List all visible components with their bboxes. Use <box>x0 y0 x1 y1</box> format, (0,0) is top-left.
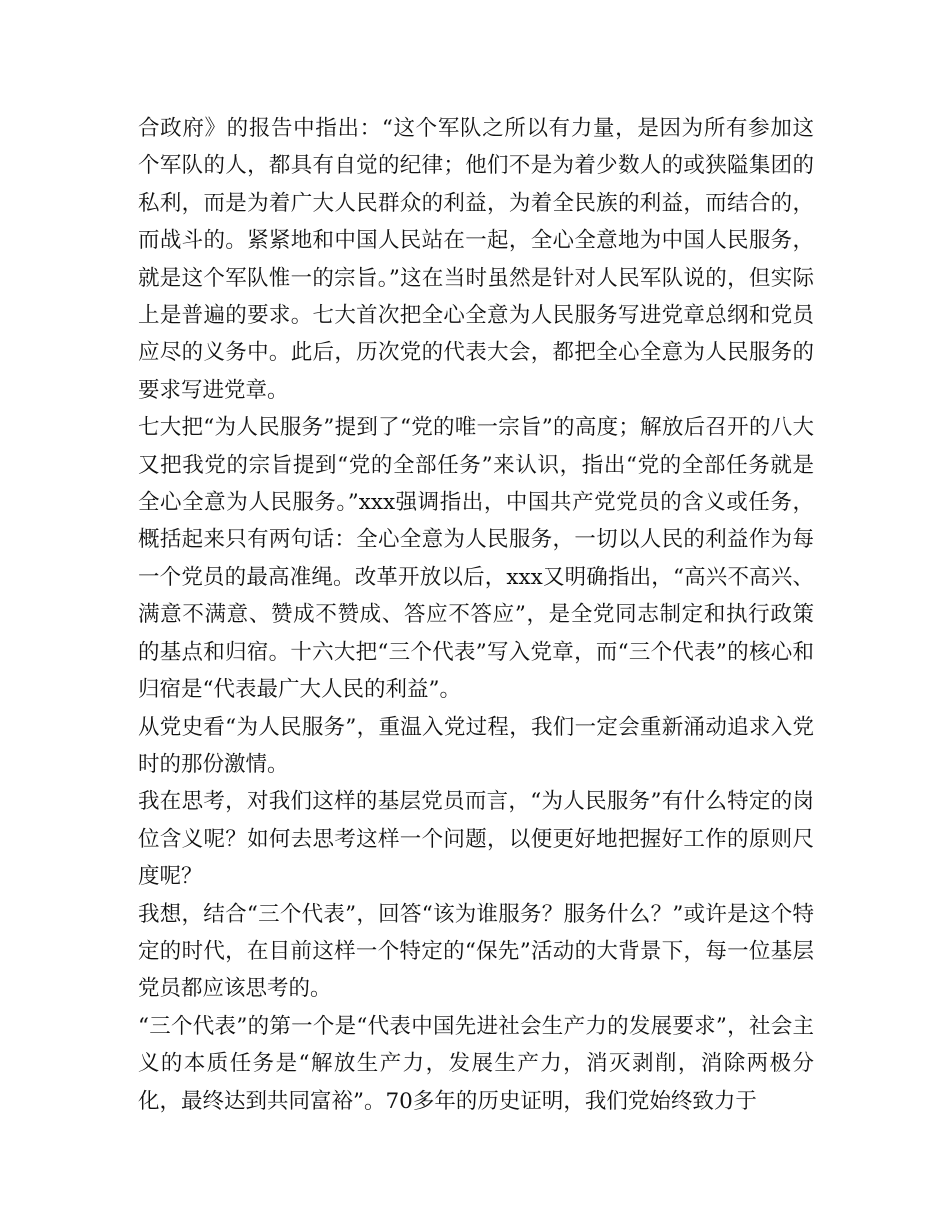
paragraph-2: 七大把“为人民服务”提到了“党的唯一宗旨”的高度；解放后召开的八大又把我党的宗旨提到“党的全部任务”来认识，指出“党的全部任务就是全心全意为人民服务。”xxx强调指出，中国共产党党员的含义或任务，概括起来只有两句话：全心全意为人民服务，一切以人民的利益作为每一个党员的最高准绳。改革开放以后，xxx又明确指出，“高兴不高兴、满意不满意、赞成不赞成、答应不答应”，是全党同志制定和执行政策的基点和归宿。十六大把“三个代表”写入党章，而“三个代表”的核心和归宿是“代表最广大人民的利益”。 <box>138 415 814 703</box>
paragraph-1: 合政府》的报告中指出：“这个军队之所以有力量，是因为所有参加这个军队的人，都具有自觉的纪律；他们不是为着少数人的或狭隘集团的私利，而是为着广大人民群众的利益，为着全民族的利益，而结合的，而战斗的。紧紧地和中国人民站在一起，全心全意地为中国人民服务，就是这个军队惟一的宗旨。”这在当时虽然是针对人民军队说的，但实际上是普遍的要求。七大首次把全心全意为人民服务写进党章总纲和党员应尽的义务中。此后，历次党的代表大会，都把全心全意为人民服务的要求写进党章。 <box>138 116 814 403</box>
paragraph-6: “三个代表”的第一个是“代表中国先进社会生产力的发展要求”，社会主义的本质任务是“解放生产力，发展生产力，消灭剥削，消除两极分化，最终达到共同富裕”。70多年的历史证明，我们党始终致力于 <box>138 1013 814 1114</box>
paragraph-4: 我在思考，对我们这样的基层党员而言，“为人民服务”有什么特定的岗位含义呢？如何去思考这样一个问题，以便更好地把握好工作的原则尺度呢？ <box>138 789 814 890</box>
paragraph-5: 我想，结合“三个代表”，回答“该为谁服务？服务什么？”或许是这个特定的时代，在目前这样一个特定的“保先”活动的大背景下，每一位基层党员都应该思考的。 <box>138 901 814 1002</box>
document-body <box>138 110 814 1120</box>
paragraph-3: 从党史看“为人民服务”，重温入党过程，我们一定会重新涌动追求入党时的那份激情。 <box>138 714 814 777</box>
